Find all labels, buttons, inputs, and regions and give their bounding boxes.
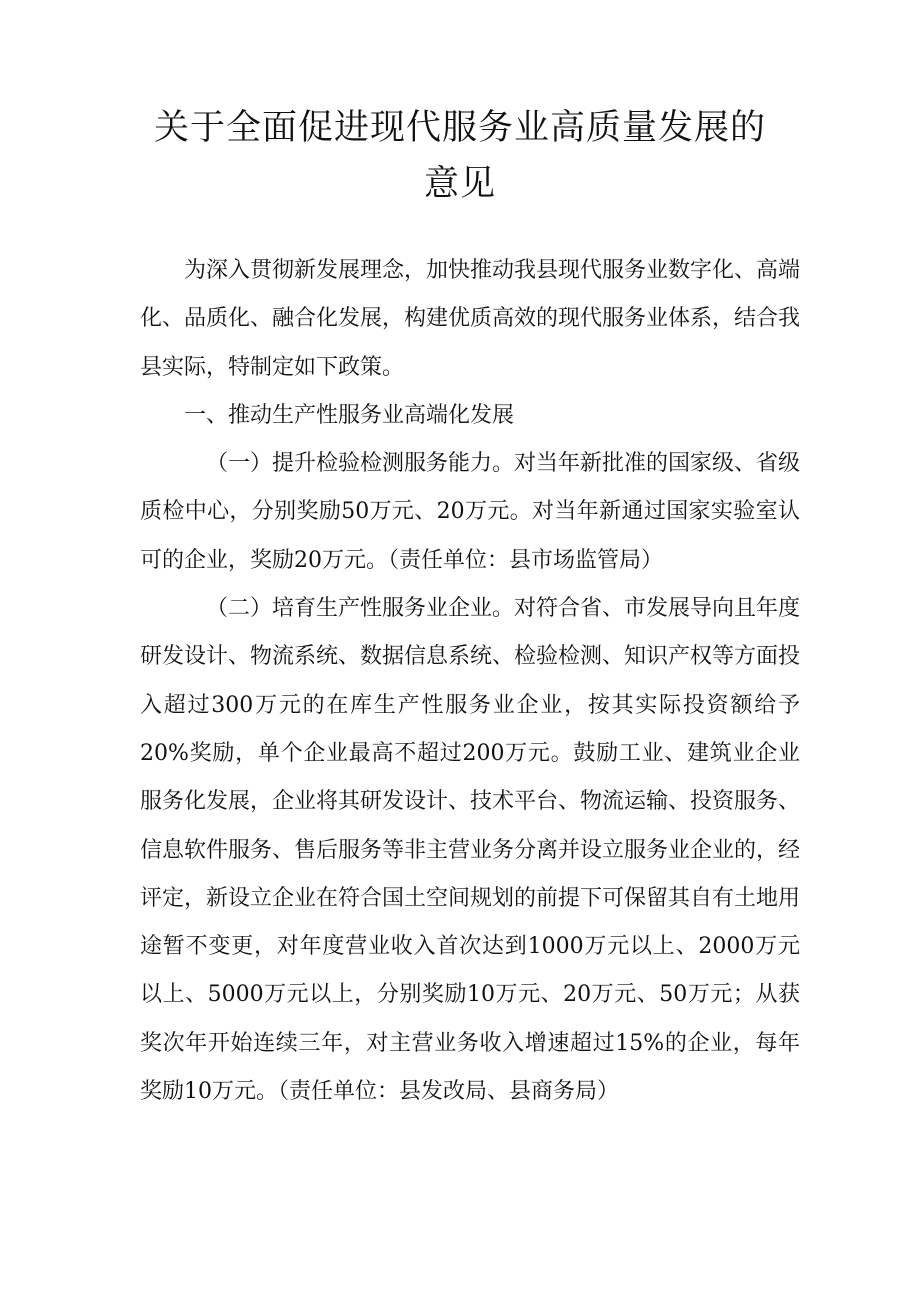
document-body (140, 247, 800, 1116)
intro-paragraph: 为深入贯彻新发展理念，加快推动我县现代服务业数字化、高端化、品质化、融合化发展，构建优质高效的现代服务业体系，结合我县实际，特制定如下政策。 (140, 258, 801, 380)
section-heading: 一、推动生产性服务业高端化发展 (184, 402, 515, 428)
policy-item-1: （一）提升检验检测服务能力。对当年新批准的国家级、省级质检中心，分别奖励50万元、20万元。对当年新通过国家实验室认可的企业，奖励20万元。（责任单位：县市场监管局） (140, 451, 801, 573)
document-title: 关于全面促进现代服务业高质量发展的意见 (153, 108, 766, 204)
policy-item-2: （二）培育生产性服务业企业。对符合省、市发展导向且年度研发设计、物流系统、数据信息系统、检验检测、知识产权等方面投入超过300万元的在库生产性服务业企业，按其实际投资额给予20%奖励，单个企业最高不超过200万元。鼓励工业、建筑业企业服务化发展，企业将其研发设计、技术平台、物流运输、投资服务、信息软件服务、售后服务等非主营业务分离并设立服务业企业的，经评定，新设立企业在符合国土空间规划的前提下可保留其自有土地用途暂不变更，对年度营业收入首次达到1000万元以上、2000万元以上、5000万元以上，分别奖励10万元、20万元、50万元；从获奖次年开始连续三年，对主营业务收入增速超过15%的企业，每年奖励10万元。（责任单位：县发改局、县商务局） (140, 596, 801, 1105)
